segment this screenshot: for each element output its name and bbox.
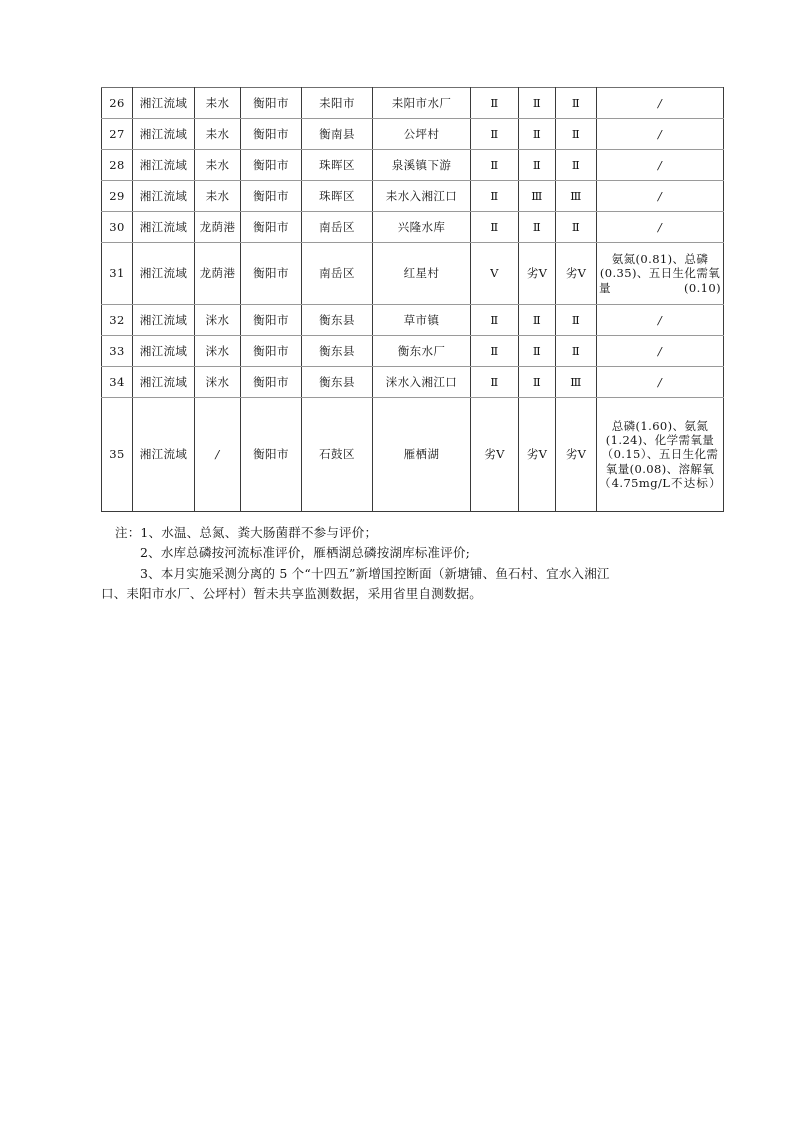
note-line-3a: 3、本月实施采测分离的 5 个“十四五”新增国控断面（新塘铺、鱼石村、宜水入湘江 — [140, 565, 610, 581]
cell-river: 龙荫港 — [195, 243, 241, 305]
cell-grade-1: Ⅱ — [471, 150, 519, 181]
cell-grade-2: 劣Ⅴ — [519, 243, 556, 305]
table-notes — [101, 523, 741, 604]
table-row — [102, 305, 724, 336]
cell-city: 衡阳市 — [241, 398, 302, 512]
cell-grade-3: Ⅲ — [556, 181, 597, 212]
cell-city: 衡阳市 — [241, 119, 302, 150]
cell-river: / — [195, 398, 241, 512]
cell-river: 耒水 — [195, 119, 241, 150]
table-row — [102, 150, 724, 181]
cell-factors: / — [597, 367, 724, 398]
water-quality-table-container — [101, 87, 723, 512]
cell-city: 衡阳市 — [241, 367, 302, 398]
cell-grade-1: Ⅱ — [471, 367, 519, 398]
cell-section: 耒水入湘江口 — [373, 181, 471, 212]
cell-index: 34 — [102, 367, 133, 398]
cell-basin: 湘江流域 — [133, 367, 195, 398]
cell-county: 南岳区 — [302, 243, 373, 305]
cell-grade-3: Ⅱ — [556, 119, 597, 150]
cell-city: 衡阳市 — [241, 181, 302, 212]
cell-section: 洣水入湘江口 — [373, 367, 471, 398]
cell-grade-1: Ⅱ — [471, 119, 519, 150]
table-row — [102, 119, 724, 150]
water-quality-table — [101, 87, 724, 512]
cell-grade-1: Ⅱ — [471, 336, 519, 367]
cell-index: 26 — [102, 88, 133, 119]
cell-basin: 湘江流域 — [133, 398, 195, 512]
cell-grade-3: Ⅲ — [556, 367, 597, 398]
cell-section: 草市镇 — [373, 305, 471, 336]
cell-city: 衡阳市 — [241, 150, 302, 181]
cell-county: 衡东县 — [302, 305, 373, 336]
cell-section: 公坪村 — [373, 119, 471, 150]
cell-factors: / — [597, 119, 724, 150]
cell-grade-2: Ⅱ — [519, 119, 556, 150]
cell-basin: 湘江流域 — [133, 181, 195, 212]
cell-basin: 湘江流域 — [133, 212, 195, 243]
cell-index: 30 — [102, 212, 133, 243]
cell-grade-2: Ⅲ — [519, 181, 556, 212]
cell-grade-1: Ⅱ — [471, 212, 519, 243]
cell-grade-3: Ⅱ — [556, 305, 597, 336]
cell-grade-2: Ⅱ — [519, 150, 556, 181]
cell-section: 泉溪镇下游 — [373, 150, 471, 181]
cell-river: 耒水 — [195, 88, 241, 119]
cell-grade-3: Ⅱ — [556, 212, 597, 243]
cell-grade-2: 劣Ⅴ — [519, 398, 556, 512]
cell-county: 耒阳市 — [302, 88, 373, 119]
cell-factors: 氨氮(0.81)、总磷(0.35)、五日生化需氧量(0.10) — [597, 243, 724, 305]
cell-city: 衡阳市 — [241, 305, 302, 336]
cell-city: 衡阳市 — [241, 88, 302, 119]
cell-grade-1: Ⅴ — [471, 243, 519, 305]
cell-grade-2: Ⅱ — [519, 212, 556, 243]
cell-index: 32 — [102, 305, 133, 336]
cell-river: 洣水 — [195, 336, 241, 367]
cell-grade-3: Ⅱ — [556, 336, 597, 367]
table-row — [102, 88, 724, 119]
cell-grade-3: Ⅱ — [556, 150, 597, 181]
cell-river: 耒水 — [195, 150, 241, 181]
cell-basin: 湘江流域 — [133, 150, 195, 181]
cell-city: 衡阳市 — [241, 243, 302, 305]
cell-basin: 湘江流域 — [133, 305, 195, 336]
cell-section: 雁栖湖 — [373, 398, 471, 512]
cell-basin: 湘江流域 — [133, 88, 195, 119]
cell-grade-2: Ⅱ — [519, 367, 556, 398]
cell-factors: / — [597, 88, 724, 119]
cell-river: 耒水 — [195, 181, 241, 212]
note-line-3b: 口、耒阳市水厂、公坪村）暂未共享监测数据，采用省里自测数据。 — [101, 585, 483, 601]
cell-city: 衡阳市 — [241, 212, 302, 243]
cell-factors: / — [597, 336, 724, 367]
cell-section: 耒阳市水厂 — [373, 88, 471, 119]
cell-county: 珠晖区 — [302, 181, 373, 212]
cell-grade-1: 劣Ⅴ — [471, 398, 519, 512]
cell-grade-1: Ⅱ — [471, 88, 519, 119]
cell-section: 兴隆水库 — [373, 212, 471, 243]
cell-county: 石鼓区 — [302, 398, 373, 512]
table-row — [102, 398, 724, 512]
cell-basin: 湘江流域 — [133, 243, 195, 305]
cell-river: 洣水 — [195, 367, 241, 398]
cell-index: 28 — [102, 150, 133, 181]
cell-grade-1: Ⅱ — [471, 305, 519, 336]
cell-index: 27 — [102, 119, 133, 150]
cell-grade-3: 劣Ⅴ — [556, 243, 597, 305]
note-line-2: 2、水库总磷按河流标准评价，雁栖湖总磷按湖库标准评价; — [140, 545, 471, 561]
table-row — [102, 367, 724, 398]
table-row — [102, 243, 724, 305]
cell-basin: 湘江流域 — [133, 119, 195, 150]
cell-county: 南岳区 — [302, 212, 373, 243]
cell-section: 红星村 — [373, 243, 471, 305]
table-row — [102, 181, 724, 212]
cell-county: 珠晖区 — [302, 150, 373, 181]
cell-section: 衡东水厂 — [373, 336, 471, 367]
cell-river: 洣水 — [195, 305, 241, 336]
cell-grade-3: Ⅱ — [556, 88, 597, 119]
cell-index: 33 — [102, 336, 133, 367]
table-row — [102, 336, 724, 367]
cell-grade-2: Ⅱ — [519, 305, 556, 336]
cell-index: 35 — [102, 398, 133, 512]
cell-factors: / — [597, 181, 724, 212]
cell-index: 29 — [102, 181, 133, 212]
cell-grade-3: 劣Ⅴ — [556, 398, 597, 512]
table-row — [102, 212, 724, 243]
cell-city: 衡阳市 — [241, 336, 302, 367]
table-body — [102, 88, 724, 512]
cell-basin: 湘江流域 — [133, 336, 195, 367]
cell-river: 龙荫港 — [195, 212, 241, 243]
cell-factors: / — [597, 305, 724, 336]
cell-county: 衡南县 — [302, 119, 373, 150]
cell-factors: 总磷(1.60)、氨氮(1.24)、化学需氧量（0.15）、五日生化需氧量(0.08)、溶解氧（4.75mg/L不达标） — [597, 398, 724, 512]
cell-grade-1: Ⅱ — [471, 181, 519, 212]
cell-index: 31 — [102, 243, 133, 305]
cell-county: 衡东县 — [302, 336, 373, 367]
cell-factors: / — [597, 212, 724, 243]
cell-county: 衡东县 — [302, 367, 373, 398]
note-line-1: 注：1、水温、总氮、粪大肠菌群不参与评价； — [115, 525, 378, 540]
cell-grade-2: Ⅱ — [519, 336, 556, 367]
cell-factors: / — [597, 150, 724, 181]
cell-grade-2: Ⅱ — [519, 88, 556, 119]
